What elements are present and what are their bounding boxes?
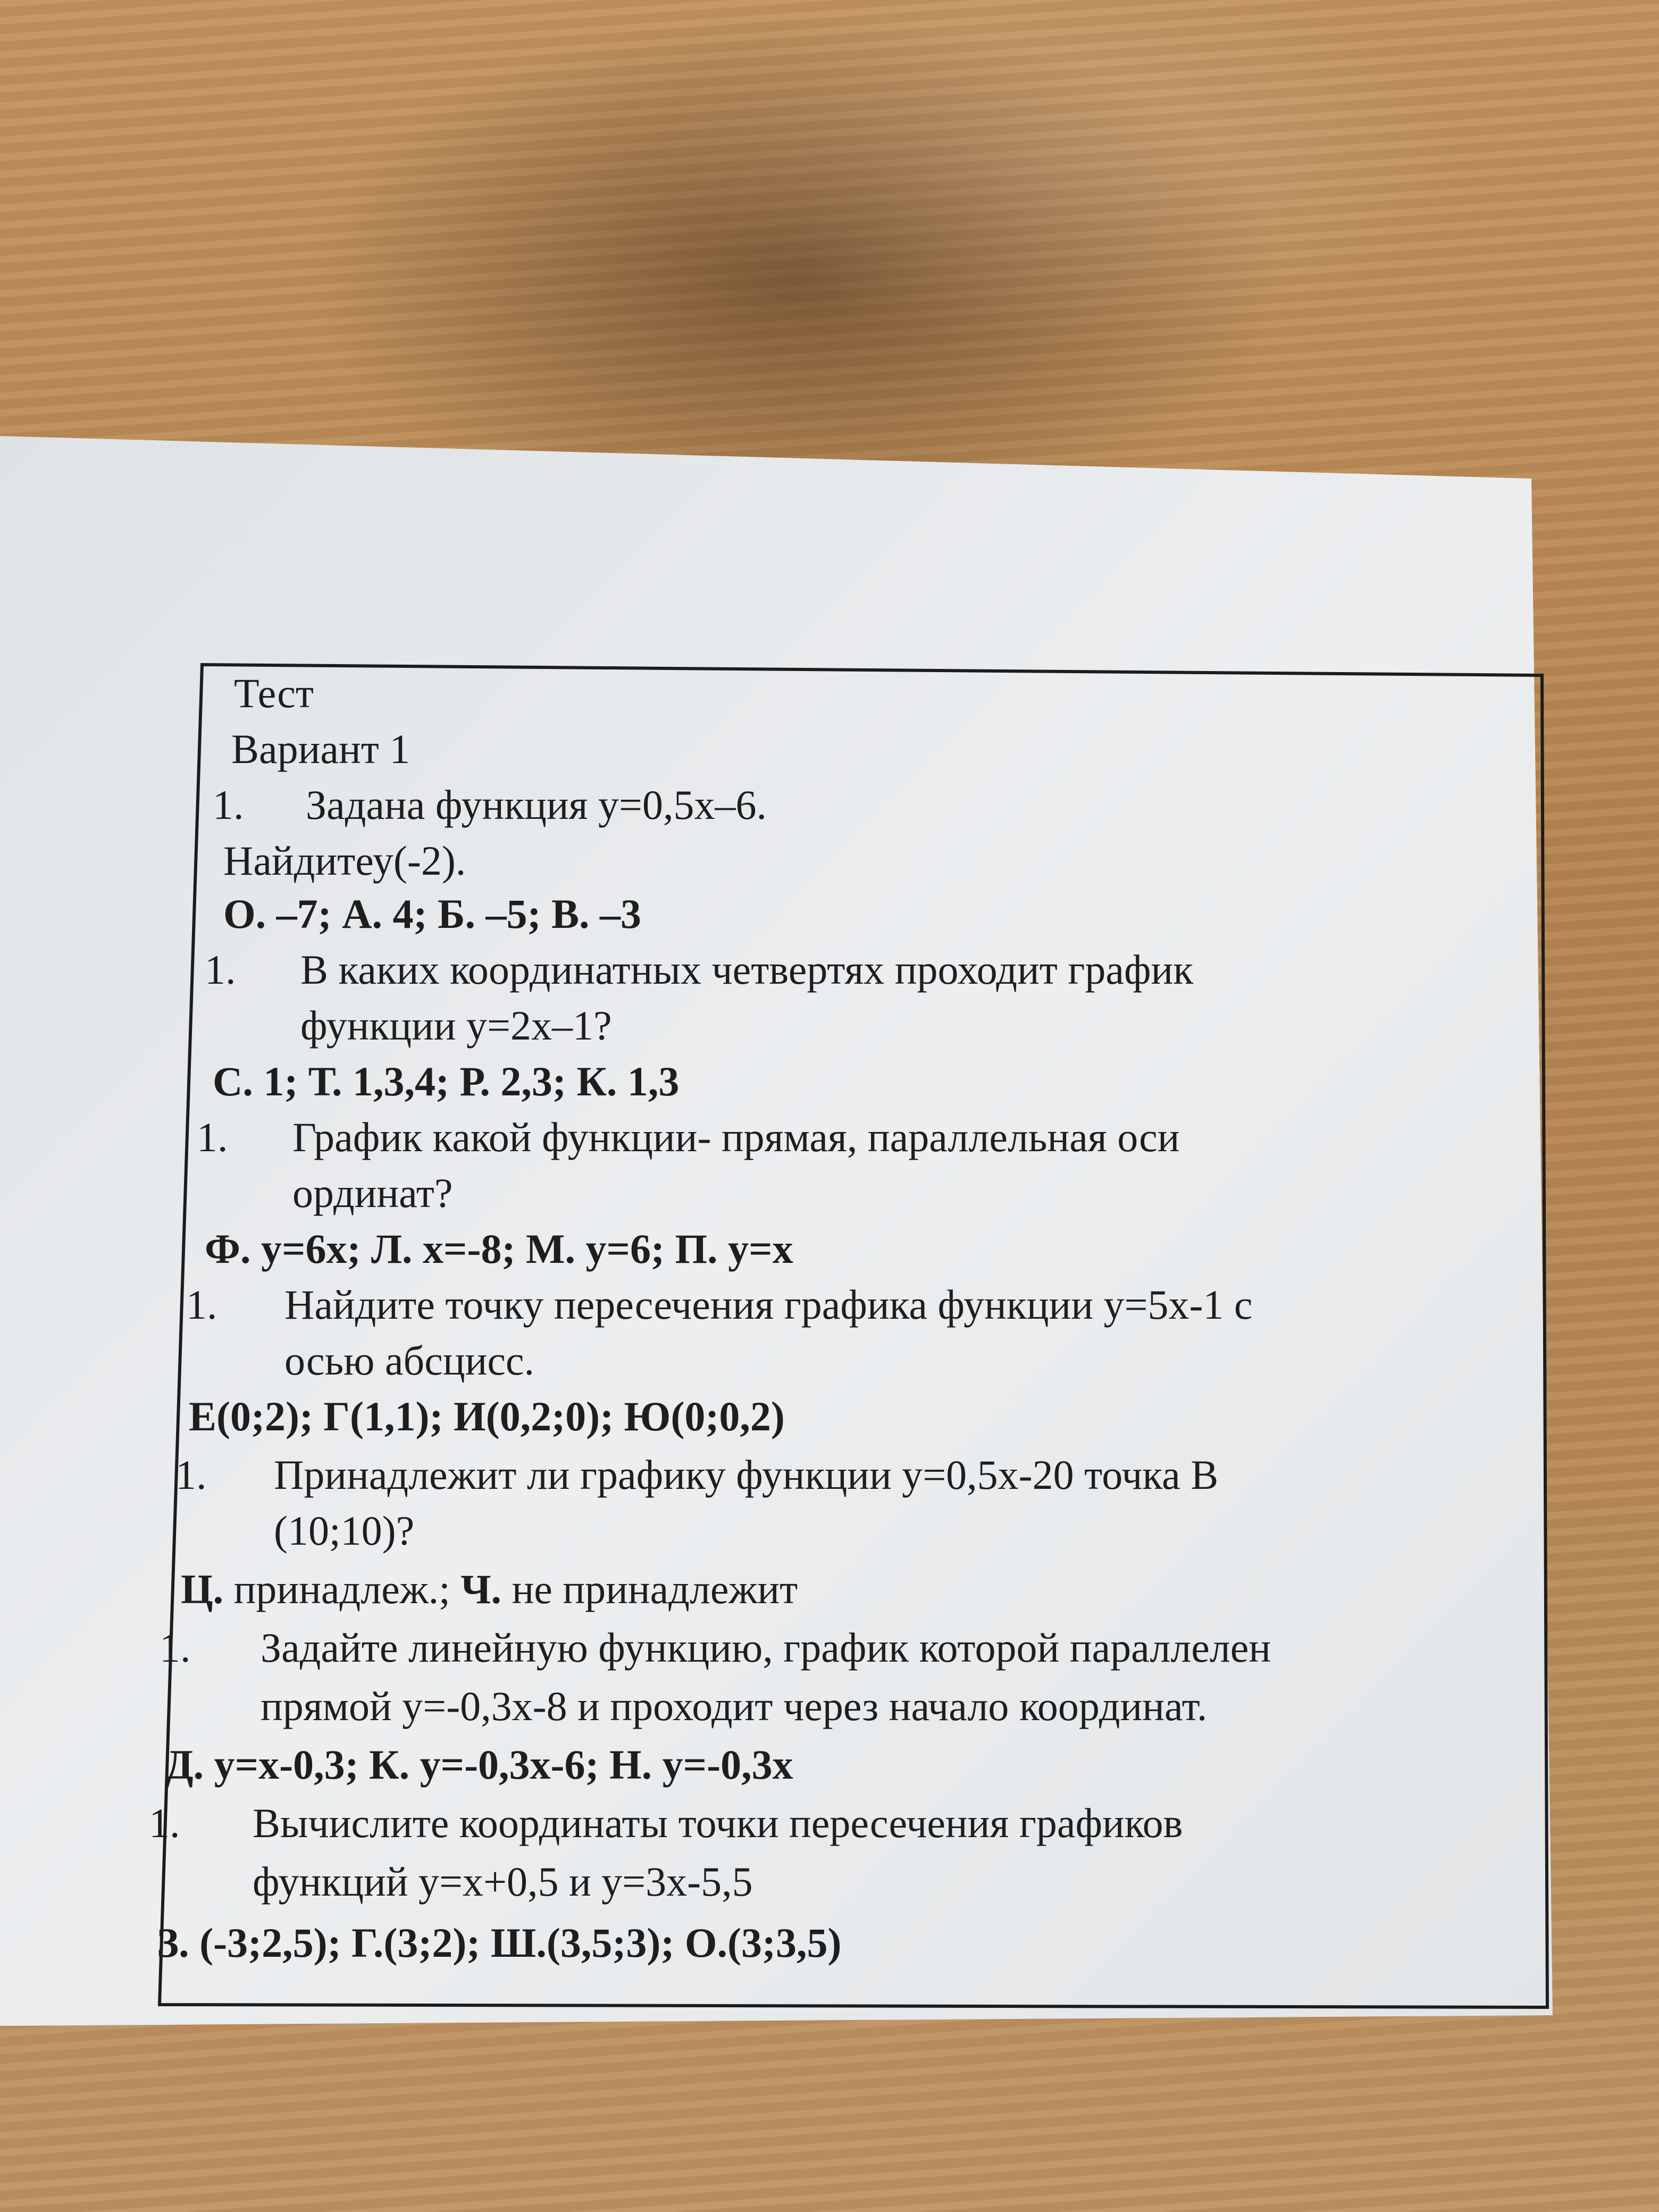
question-text-line: Задана функция y=0,5x–6.: [306, 782, 767, 828]
question-text-line: функций y=x+0,5 и y=3x-5,5: [253, 1858, 753, 1905]
question-text-line: осью абсцисс.: [284, 1337, 535, 1384]
answer-options: О. –7; А. 4; Б. –5; В. –3: [223, 891, 642, 937]
question-text-line: Найдитеу(-2).: [223, 837, 466, 884]
answer-option-text: принадлеж.;: [223, 1566, 461, 1612]
question-text-line: Вычислите координаты точки пересечения графиков: [253, 1800, 1183, 1846]
test-title: Тест: [234, 670, 314, 716]
answer-options: С. 1; Т. 1,3,4; Р. 2,3; К. 1,3: [213, 1058, 680, 1104]
question-text-line: прямой y=-0,3x-8 и проходит через начало координат.: [261, 1683, 1208, 1729]
answer-option-letter: Ч.: [460, 1566, 502, 1612]
answer-options: Д. y=x-0,3; К. y=-0,3x-6; Н. y=-0,3x: [165, 1741, 793, 1788]
answer-options: Ф. y=6x; Л. x=-8; М. y=6; П. y=x: [205, 1226, 793, 1272]
variant-label: Вариант 1: [231, 726, 410, 772]
question-text-line: Принадлежит ли графику функции y=0,5x-20 точка В: [274, 1452, 1219, 1498]
question-text-line: Найдите точку пересечения графика функции y=5x-1 с: [284, 1281, 1253, 1328]
question-number: 1.: [197, 1114, 228, 1160]
answer-option-letter: Ц.: [181, 1566, 224, 1612]
answer-option-text: не принадлежит: [501, 1566, 798, 1612]
answer-options: [181, 1566, 798, 1612]
question-number: 1.: [213, 782, 244, 828]
question-text-line: В каких координатных четвертях проходит график: [300, 946, 1194, 993]
question-text-line: функции y=2x–1?: [300, 1002, 612, 1049]
question-text-line: Задайте линейную функцию, график которой параллелен: [261, 1624, 1271, 1671]
question-number: 1.: [186, 1281, 217, 1328]
question-number: 1.: [175, 1452, 207, 1498]
question-text-line: (10;10)?: [274, 1507, 415, 1554]
question-number: 1.: [205, 946, 236, 993]
answer-options: З. (-3;2,5); Г.(3;2); Ш.(3,5;3); О.(3;3,5): [157, 1920, 842, 1966]
question-number: 1.: [160, 1624, 191, 1671]
answer-options: Е(0;2); Г(1,1); И(0,2;0); Ю(0;0,2): [189, 1393, 785, 1439]
question-text-line: График какой функции- прямая, параллельная оси: [292, 1114, 1180, 1160]
question-text-line: ординат?: [292, 1170, 453, 1216]
question-number: 1.: [149, 1800, 180, 1846]
